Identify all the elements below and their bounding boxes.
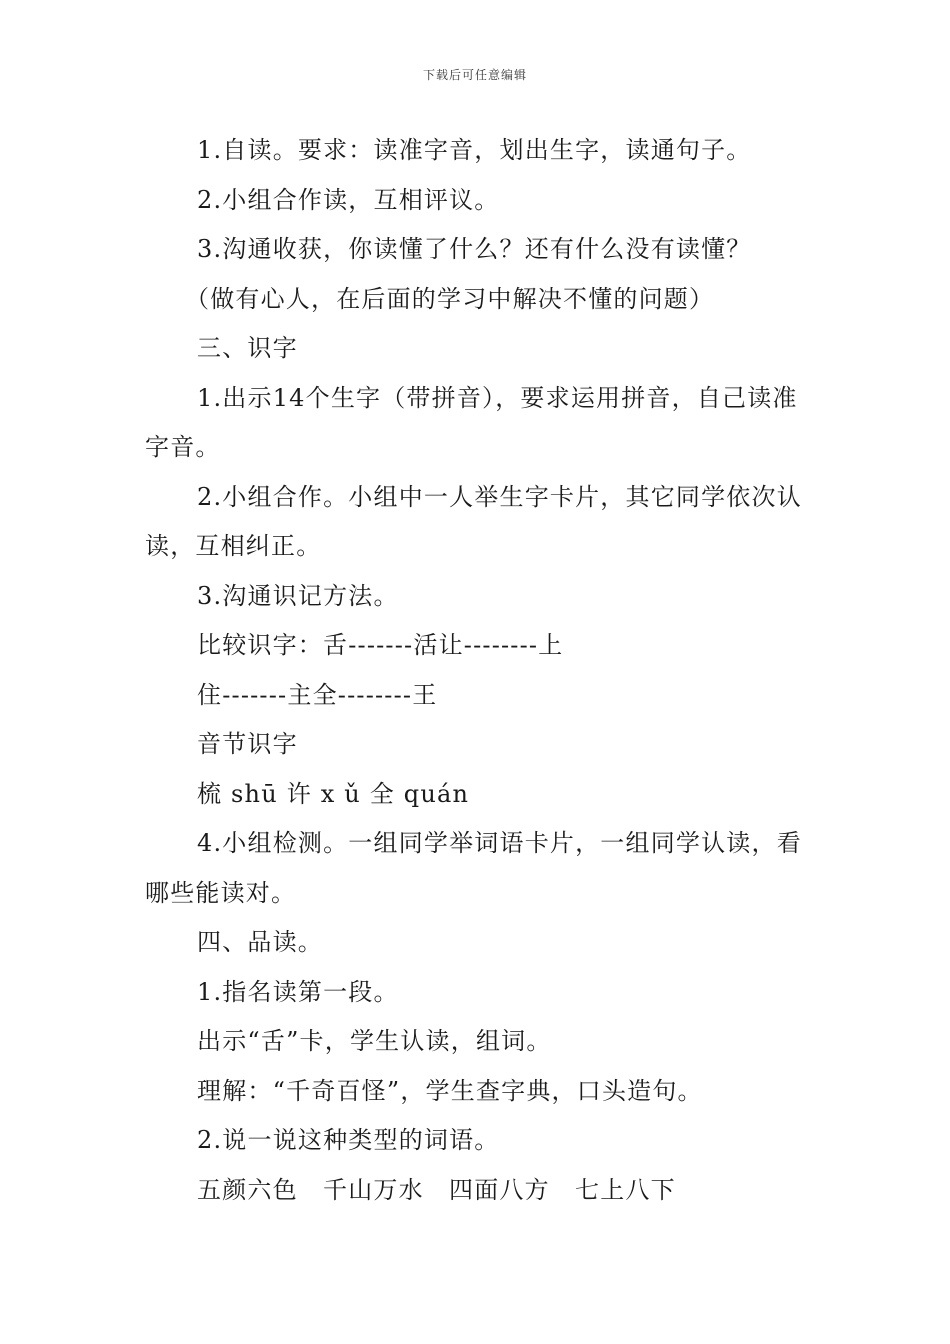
page-header-note: 下载后可任意编辑: [422, 68, 527, 82]
paragraph-line: 3.沟通识记方法。: [197, 581, 399, 610]
paragraph-line: 出示“舌”卡，学生认读，组词。: [197, 1027, 552, 1055]
paragraph-line: 梳 shū 许 x ǔ 全 quán: [197, 779, 470, 808]
paragraph-line: 理解：“千奇百怪”，学生查字典，口头造句。: [197, 1076, 703, 1105]
paragraph-line: 4.小组检测。一组同学举词语卡片，一组同学认读，看哪些能读对。: [145, 829, 802, 907]
paragraph-line: （做有心人，在后面的学习中解决不懂的问题）: [185, 284, 715, 313]
paragraph-line: 2.小组合作读，互相评议。: [197, 185, 500, 214]
paragraph-line: 2.小组合作。小组中一人举生字卡片，其它同学依次认读，互相纠正。: [145, 482, 802, 560]
section-heading: 四、品读。: [197, 928, 323, 956]
document-body: [145, 126, 810, 1215]
paragraph-line: 3.沟通收获，你读懂了什么？还有什么没有读懂？: [197, 235, 752, 263]
paragraph-line: 五颜六色 千山万水 四面八方 七上八下: [197, 1175, 676, 1204]
paragraph-line: 住-------主全--------王: [197, 680, 438, 709]
paragraph-line: 1.指名读第一段。: [197, 977, 399, 1006]
paragraph-line: 1.出示14个生字（带拼音），要求运用拼音，自己读准字音。: [145, 383, 798, 461]
paragraph-line: 2.说一说这种类型的词语。: [197, 1126, 500, 1154]
paragraph-line: 比较识字：舌-------活让--------上: [197, 631, 564, 659]
paragraph-line: 音节识字: [197, 730, 298, 758]
section-heading: 三、识字: [197, 334, 298, 362]
paragraph-line: 1.自读。要求：读准字音，划出生字，读通句子。: [197, 136, 752, 164]
